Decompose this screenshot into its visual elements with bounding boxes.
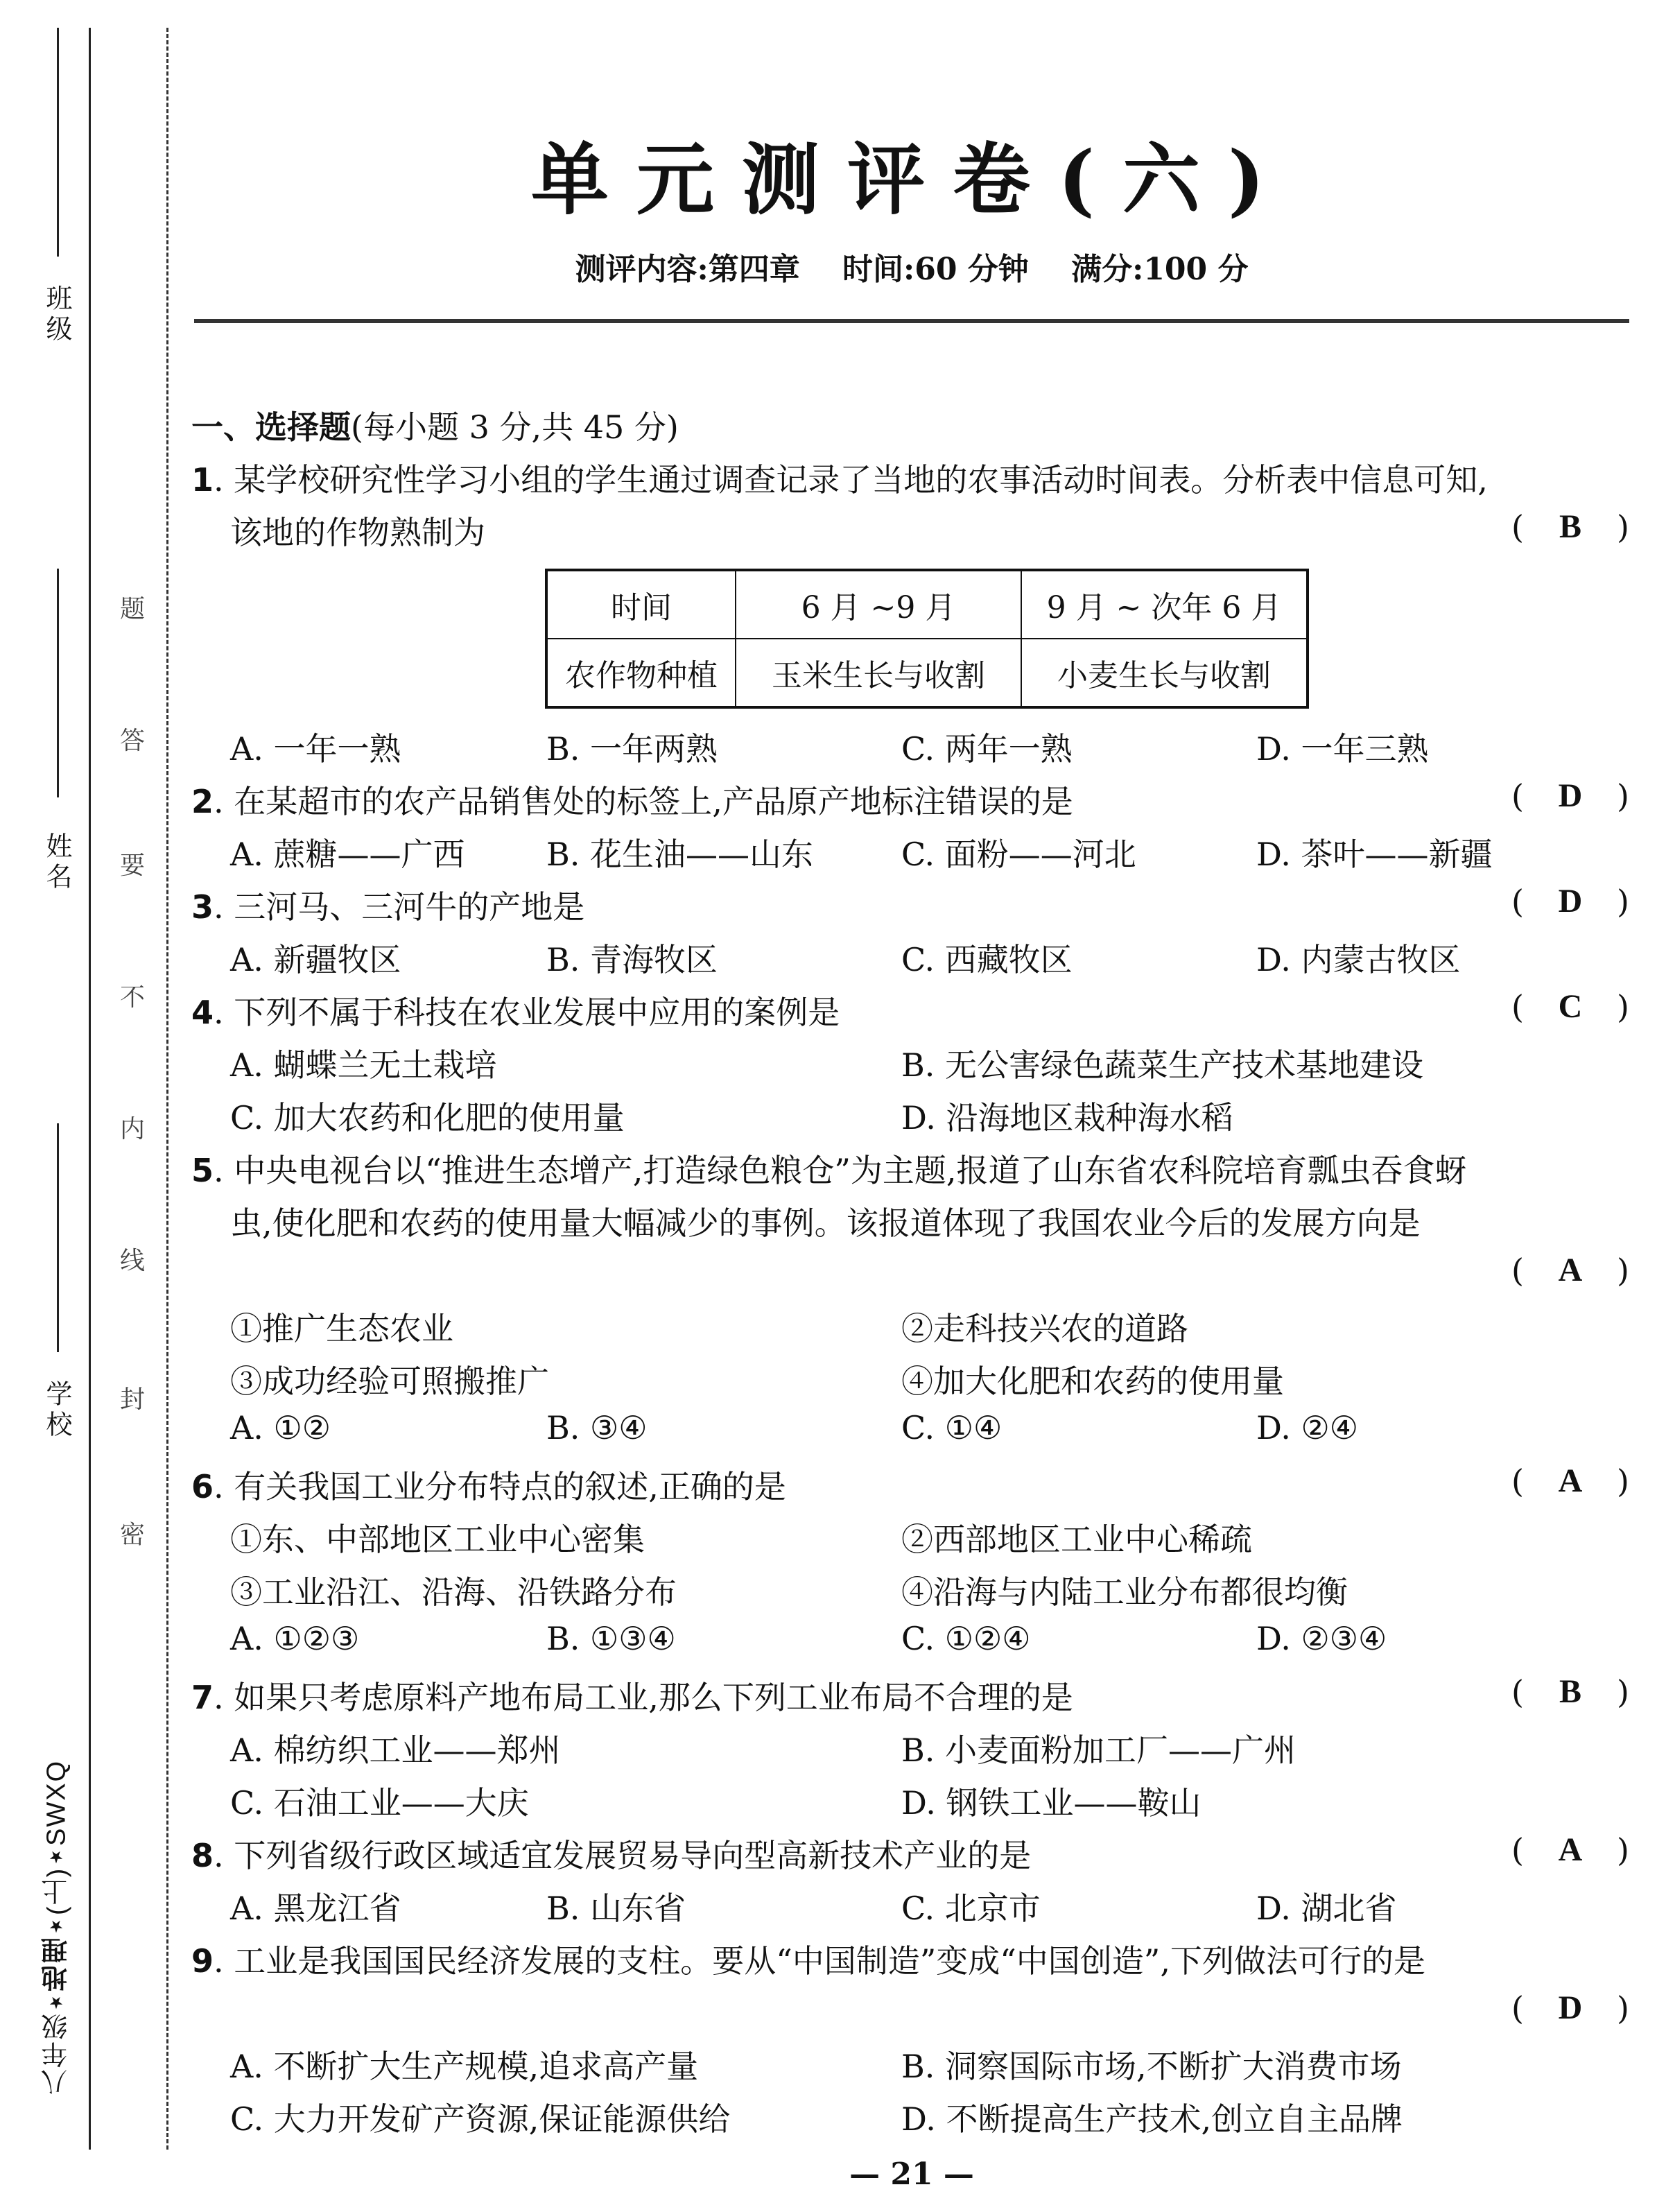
statement: ①东、中部地区工业中心密集 <box>230 1521 645 1558</box>
option: C. 两年一熟 <box>901 730 1073 768</box>
option: D. ②④ <box>1256 1409 1358 1446</box>
answer-6: ( A ) <box>1511 1462 1629 1500</box>
option: B. 青海牧区 <box>546 941 718 978</box>
school-label: 学校 <box>42 1380 72 1441</box>
option: A. 黑龙江省 <box>230 1890 401 1927</box>
question-4: 4. 下列不属于科技在农业发展中应用的案例是 <box>191 994 840 1031</box>
option: D. 沿海地区栽种海水稻 <box>901 1099 1233 1137</box>
statement: ③工业沿江、沿海、沿铁路分布 <box>230 1573 677 1611</box>
answer-5: ( A ) <box>1511 1251 1629 1289</box>
option: B. 山东省 <box>546 1890 686 1927</box>
option: C. 北京市 <box>901 1890 1041 1927</box>
table-row <box>546 570 1308 639</box>
question-1-cont: 该地的作物熟制为 <box>230 514 485 551</box>
book-info <box>36 1692 78 2163</box>
option: A. 不断扩大生产规模,追求高产量 <box>230 2048 699 2085</box>
option: A. 棉纺织工业——郑州 <box>230 1731 561 1769</box>
option: C. 石油工业——大庆 <box>230 1784 529 1822</box>
binding-line <box>89 28 91 2150</box>
option: B. 洞察国际市场,不断扩大消费市场 <box>901 2048 1402 2085</box>
option: C. ①②④ <box>901 1620 1031 1657</box>
table-cell: 时间 <box>546 570 736 639</box>
option: A. 蝴蝶兰无土栽培 <box>230 1046 497 1084</box>
seal-char: 密 <box>119 1521 145 1549</box>
option: D. 茶叶——新疆 <box>1256 836 1493 873</box>
option: D. ②③④ <box>1256 1620 1387 1657</box>
question-1: 1. 某学校研究性学习小组的学生通过调查记录了当地的农事活动时间表。分析表中信息可知, <box>191 461 1488 499</box>
statement: ①推广生态农业 <box>230 1310 453 1347</box>
option: A. 一年一熟 <box>230 730 401 768</box>
option: A. 蔗糖——广西 <box>230 836 465 873</box>
answer-7: ( B ) <box>1511 1673 1629 1711</box>
table-cell: 6 月 ~9 月 <box>736 570 1021 639</box>
answer-8: ( A ) <box>1511 1831 1629 1869</box>
option: B. 花生油——山东 <box>546 836 814 873</box>
header-divider <box>194 319 1629 323</box>
answer-4: ( C ) <box>1511 987 1629 1026</box>
book-subject: 地理 <box>42 1935 72 1991</box>
option: C. 面粉——河北 <box>901 836 1136 873</box>
book-grade: 八年级 <box>42 2012 72 2096</box>
question-3: 3. 三河马、三河牛的产地是 <box>191 888 585 926</box>
table-cell: 玉米生长与收割 <box>736 639 1021 707</box>
question-6: 6. 有关我国工业分布特点的叙述,正确的是 <box>191 1468 786 1505</box>
option: A. 新疆牧区 <box>230 941 401 978</box>
option: C. 大力开发矿产资源,保证能源供给 <box>230 2100 731 2138</box>
table-cell: 小麦生长与收割 <box>1021 639 1308 707</box>
answer-3: ( D ) <box>1511 882 1629 920</box>
option: D. 内蒙古牧区 <box>1256 941 1461 978</box>
option: B. ①③④ <box>546 1620 676 1657</box>
seal-char: 要 <box>119 852 145 880</box>
book-code: SWXQ <box>42 1760 71 1847</box>
seal-char: 线 <box>119 1247 145 1275</box>
school-fill-line <box>57 1123 59 1352</box>
option: B. 小麦面粉加工厂——广州 <box>901 1731 1296 1769</box>
seal-char: 答 <box>119 727 145 755</box>
question-7: 7. 如果只考虑原料产地布局工业,那么下列工业布局不合理的是 <box>191 1679 1073 1716</box>
class-label: 班级 <box>42 284 72 345</box>
section-title: 一、选择题 <box>191 408 351 446</box>
option: D. 一年三熟 <box>1256 730 1429 768</box>
seal-char: 题 <box>119 595 145 623</box>
farm-schedule-table <box>545 569 1309 709</box>
page-number: — 21 — <box>849 2157 974 2192</box>
question-8: 8. 下列省级行政区域适宜发展贸易导向型高新技术产业的是 <box>191 1837 1032 1874</box>
table-cell: 9 月 ~ 次年 6 月 <box>1021 570 1308 639</box>
option: B. ③④ <box>546 1409 648 1446</box>
name-fill-line <box>57 569 59 797</box>
option: B. 一年两熟 <box>546 730 718 768</box>
seal-char: 内 <box>119 1115 145 1143</box>
option: D. 钢铁工业——鞍山 <box>901 1784 1201 1822</box>
answer-1: ( B ) <box>1511 508 1629 546</box>
star-icon: ★ <box>47 1846 66 1867</box>
class-fill-line <box>57 28 59 257</box>
section-note: (每小题 3 分,共 45 分) <box>351 408 679 446</box>
page-title: 单元测评卷(六) <box>531 135 1292 225</box>
table-cell: 农作物种植 <box>546 639 736 707</box>
statement: ③成功经验可照搬推广 <box>230 1363 549 1400</box>
question-5: 5. 中央电视台以“推进生态增产,打造绿色粮仓”为主题,报道了山东省农科院培育瓢虫吞食蚜 <box>191 1152 1467 1189</box>
book-volume: (上) <box>42 1867 72 1915</box>
option: A. ①② <box>230 1409 331 1446</box>
option: C. 西藏牧区 <box>901 941 1073 978</box>
table-row <box>546 639 1308 707</box>
statement: ②西部地区工业中心稀疏 <box>901 1521 1252 1558</box>
statement: ②走科技兴农的道路 <box>901 1310 1188 1347</box>
option: C. 加大农药和化肥的使用量 <box>230 1099 625 1137</box>
question-9: 9. 工业是我国国民经济发展的支柱。要从“中国制造”变成“中国创造”,下列做法可行的是 <box>191 1942 1425 1980</box>
page-subtitle: 测评内容:第四章 时间:60 分钟 满分:100 分 <box>575 252 1249 287</box>
question-2: 2. 在某超市的农产品销售处的标签上,产品原产地标注错误的是 <box>191 783 1073 820</box>
statement: ④加大化肥和农药的使用量 <box>901 1363 1284 1400</box>
name-label: 姓名 <box>42 832 72 893</box>
option: B. 无公害绿色蔬菜生产技术基地建设 <box>901 1046 1424 1084</box>
option: D. 湖北省 <box>1256 1890 1397 1927</box>
answer-9: ( D ) <box>1511 1989 1629 2027</box>
answer-2: ( D ) <box>1511 777 1629 815</box>
statement: ④沿海与内陆工业分布都很均衡 <box>901 1573 1348 1611</box>
star-icon: ★ <box>47 1991 66 2012</box>
section-heading <box>191 402 679 448</box>
seal-char: 不 <box>119 983 145 1012</box>
star-icon: ★ <box>47 1915 66 1936</box>
question-5-cont: 虫,使化肥和农药的使用量大幅减少的事例。该报道体现了我国农业今后的发展方向是 <box>230 1204 1421 1242</box>
option: D. 不断提高生产技术,创立自主品牌 <box>901 2100 1403 2138</box>
seal-line <box>166 28 168 2150</box>
option: A. ①②③ <box>230 1620 360 1657</box>
seal-char: 封 <box>119 1385 145 1414</box>
option: C. ①④ <box>901 1409 1003 1446</box>
